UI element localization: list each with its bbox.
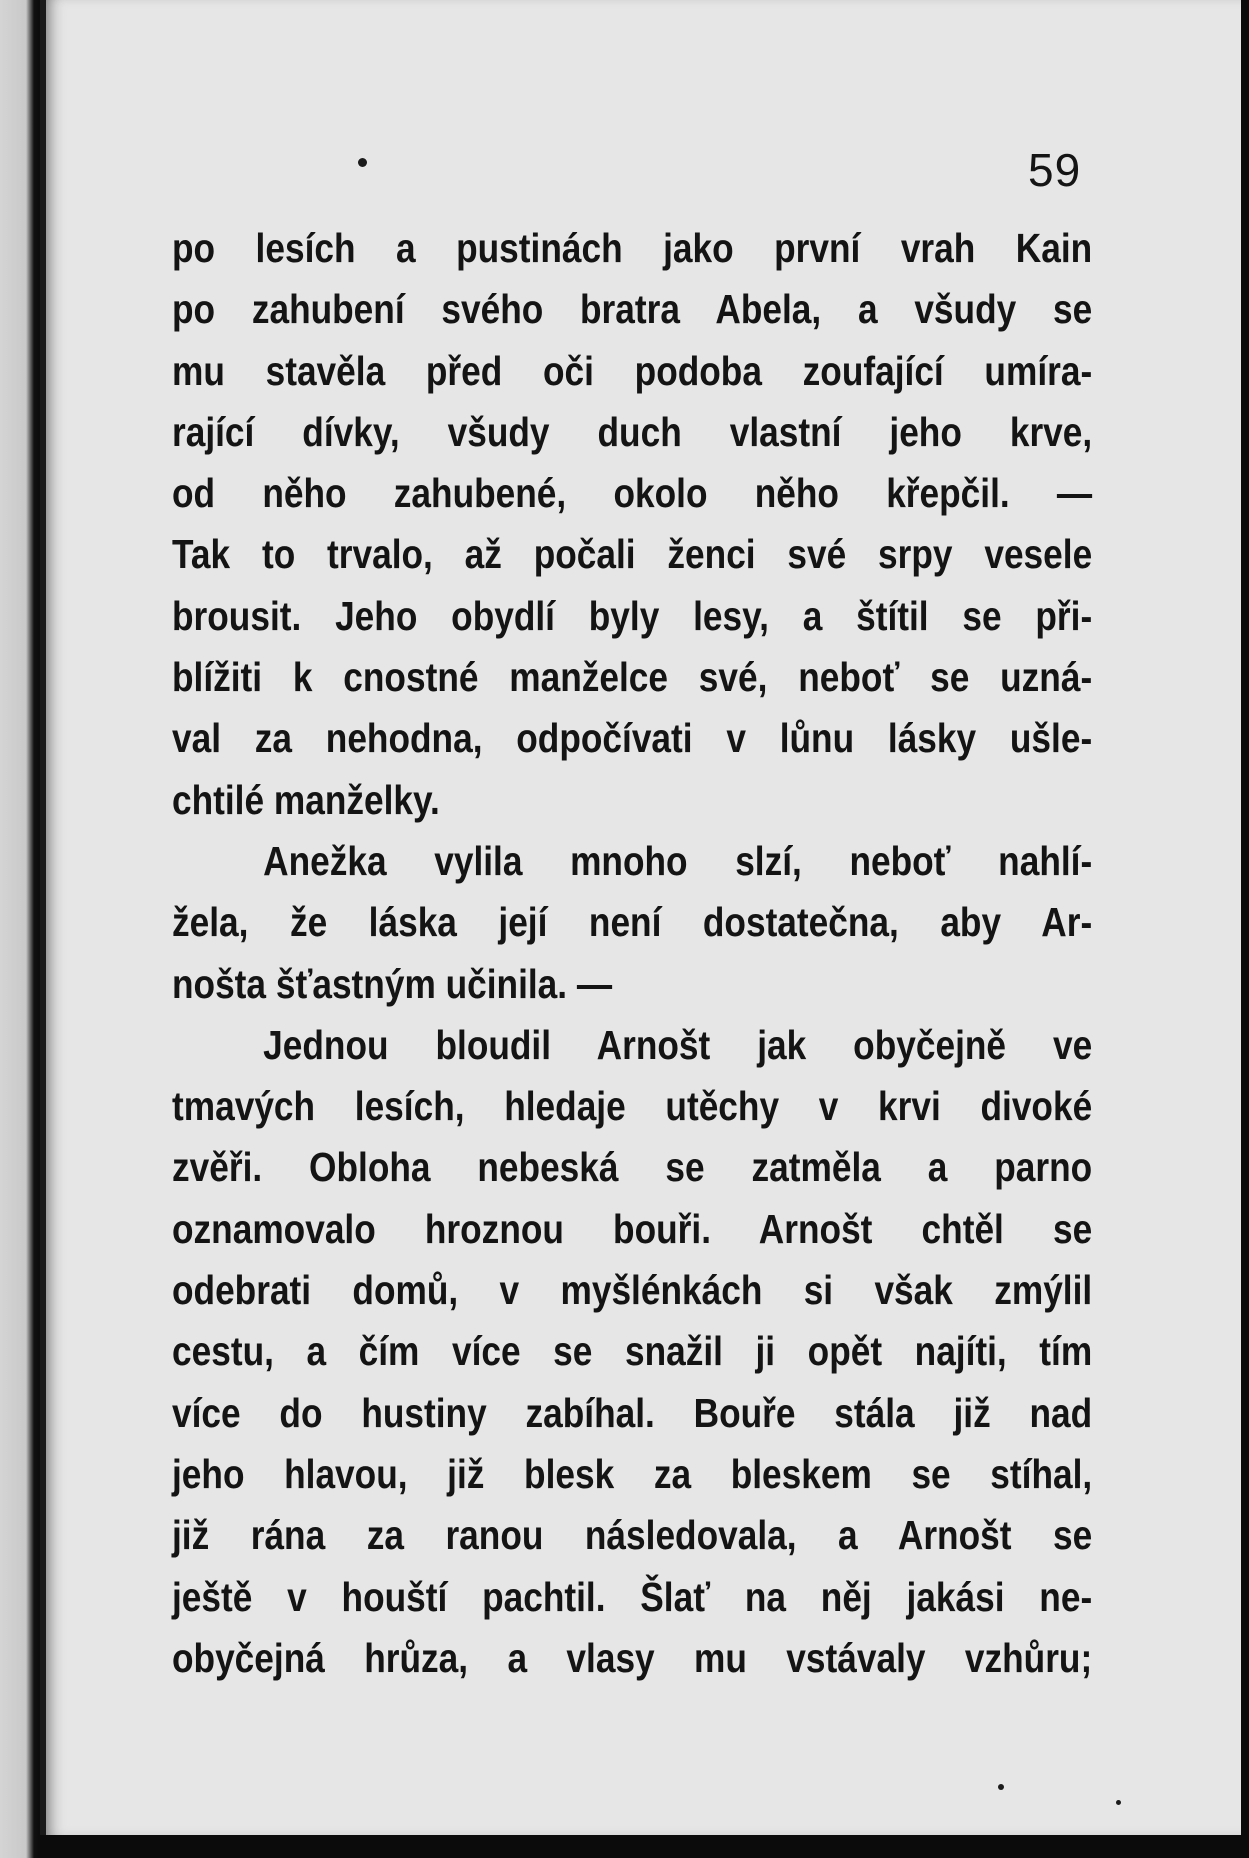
text-line: Tak to trvalo, až počali ženci své srpy vesele bbox=[172, 531, 1093, 578]
text-line: jeho hlavou, již blesk za bleskem se stíhal, bbox=[172, 1450, 1093, 1497]
text-line: od něho zahubené, okolo něho křepčil. — bbox=[172, 470, 1093, 517]
text-line: již rána za ranou následovala, a Arnošt se bbox=[172, 1512, 1093, 1559]
text-line: cestu, a čím více se snažil ji opět najíti, tím bbox=[172, 1328, 1093, 1375]
scan-bottom-border bbox=[40, 1835, 1249, 1858]
text-line: brousit. Jeho obydlí byly lesy, a štítil se při- bbox=[172, 592, 1093, 639]
ink-speck bbox=[1116, 1800, 1121, 1805]
text-line: blížiti k cnostné manželce své, neboť se uzná- bbox=[172, 654, 1093, 701]
text-line: ještě v houští pachtil. Šlať na něj jakási ne- bbox=[172, 1573, 1093, 1620]
text-line: odebrati domů, v myšlénkách si však zmýlil bbox=[172, 1267, 1093, 1314]
text-line: oznamovalo hroznou bouři. Arnošt chtěl se bbox=[172, 1205, 1093, 1252]
text-line: po lesích a pustinách jako první vrah Kain bbox=[172, 225, 1093, 271]
text-line: chtilé manželky. bbox=[172, 776, 440, 823]
text-line: po zahubení svého bratra Abela, a všudy se bbox=[172, 286, 1093, 333]
text-line: obyčejná hrůza, a vlasy mu vstávaly vzhůru; bbox=[172, 1634, 1093, 1681]
ink-speck bbox=[998, 1784, 1004, 1790]
text-line: zvěři. Obloha nebeská se zatměla a parno bbox=[172, 1144, 1093, 1191]
page-number: 59 bbox=[1028, 144, 1082, 196]
text-line: Anežka vylila mnoho slzí, neboť nahlí- bbox=[263, 837, 1093, 884]
text-line: mu stavěla před oči podoba zoufající umíra- bbox=[172, 347, 1093, 394]
text-line: tmavých lesích, hledaje utěchy v krvi divoké bbox=[172, 1083, 1093, 1130]
ink-speck bbox=[358, 158, 367, 167]
adjacent-page-edge bbox=[0, 0, 40, 1858]
text-line: více do hustiny zabíhal. Bouře stála již nad bbox=[172, 1389, 1093, 1436]
text-line: val za nehodna, odpočívati v lůnu lásky ušle- bbox=[172, 715, 1093, 762]
text-line: Jednou bloudil Arnošt jak obyčejně ve bbox=[263, 1021, 1093, 1068]
body-text bbox=[172, 218, 1092, 1689]
text-line: žela, že láska její není dostatečna, aby Ar- bbox=[172, 899, 1093, 946]
text-line: rající dívky, všudy duch vlastní jeho krve, bbox=[172, 408, 1093, 455]
text-line: nošta šťastným učinila. — bbox=[172, 960, 613, 1007]
